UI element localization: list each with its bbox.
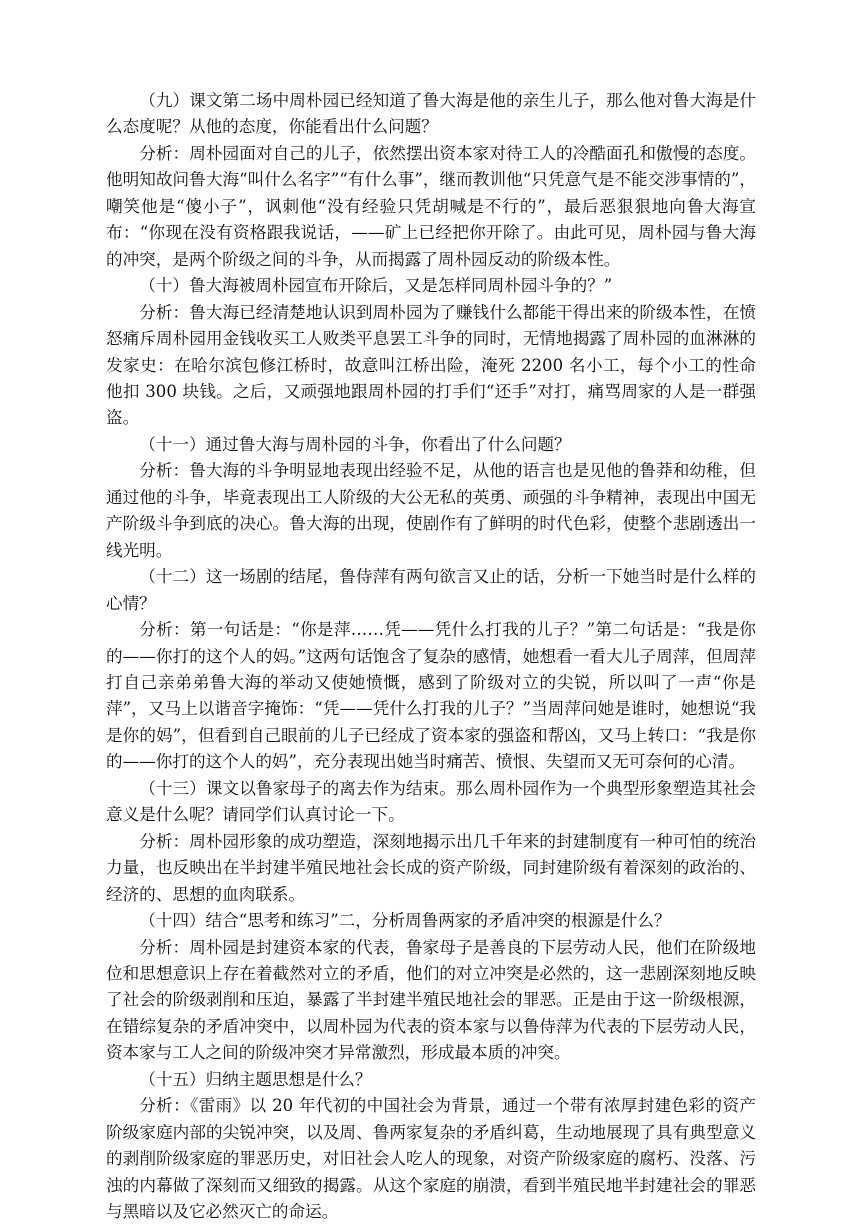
answer-12: 分析：第一句话是：“你是萍……凭——凭什么打我的儿子？”第二句话是：“我是你的——你打的这个人的妈。”这两句话饱含了复杂的感情，她想看一看大儿子周萍，但周萍打自己亲弟弟鲁大海的举动又使她愤慨，感到了阶级对立的尖锐，所以叫了一声“你是萍”，又马上以谐音字掩饰：“凭——凭什么打我的儿子？”当周萍问她是谁时，她想说“我是你的妈”，但看到自己眼前的儿子已经成了资本家的强盗和帮凶，又马上转口：“我是你的——你打的这个人的妈”，充分表现出她当时痛苦、愤恨、失望而又无可奈何的心清。 [106, 620, 756, 772]
answer-9: 分析：周朴园面对自己的儿子，依然摆出资本家对待工人的冷酷面孔和傲慢的态度。他明知故问鲁大海“叫什么名字”“有什么事”，继而教训他“只凭意气是不能交涉事情的”，嘲笑他是“傻小子”，讽刺他“没有经验只凭胡喊是不行的”，最后恶狠狠地向鲁大海宣布：“你现在没有资格跟我说话，——矿上已经把你开除了。由此可见，周朴园与鲁大海的冲突，是两个阶级之间的斗争，从而揭露了周朴园反动的阶级本性。 [106, 143, 756, 269]
document-body [106, 88, 756, 1225]
question-11: （十一）通过鲁大海与周朴园的斗争，你看出了什么问题？ [139, 434, 571, 454]
answer-11: 分析：鲁大海的斗争明显地表现出经验不足，从他的语言也是见他的鲁莽和幼稚，但通过他的斗争，毕竟表现出工人阶级的大公无私的英勇、顽强的斗争精神，表现出中国无产阶级斗争到底的决心。鲁大海的出现，使剧作有了鲜明的时代色彩，使整个悲剧透出一线光明。 [106, 461, 756, 560]
question-15: （十五）归纳主题思想是什么？ [139, 1069, 372, 1089]
answer-13: 分析：周朴园形象的成功塑造，深刻地揭示出几千年来的封建制度有一种可怕的统治力量，也反映出在半封建半殖民地社会长成的资产阶级，同封建阶级有着深刻的政治的、经济的、思想的血肉联系。 [106, 831, 756, 904]
question-10: （十）鲁大海被周朴园宣布开除后，又是怎样同周朴园斗争的？” [139, 276, 613, 296]
question-12: （十二）这一场剧的结尾，鲁侍萍有两句欲言又止的话，分析一下她当时是什么样的心情？ [106, 567, 756, 613]
answer-15: 分析：《雷雨》以 20 年代初的中国社会为背景，通过一个带有浓厚封建色彩的资产阶级家庭内部的尖锐冲突，以及周、鲁两家复杂的矛盾纠葛，生动地展现了具有典型意义的剥削阶级家庭的罪恶历史，对旧社会人吃人的现象，对资产阶级家庭的腐朽、没落、污浊的内幕做了深刻而又细致的揭露。从这个家庭的崩溃，看到半殖民地半封建社会的罪恶与黑暗以及它必然灭亡的命运。 [106, 1096, 756, 1222]
answer-10: 分析：鲁大海已经清楚地认识到周朴园为了赚钱什么都能干得出来的阶级本性，在愤怒痛斥周朴园用金钱收买工人败类平息罢工斗争的同时，无情地揭露了周朴园的血淋淋的发家史：在哈尔滨包修江桥时，故意叫江桥出险，淹死 2200 名小工，每个小工的性命他扣 300 块钱。之后，又顽强地跟周朴园的打手们“还手”对打，痛骂周家的人是一群强盗。 [106, 302, 756, 428]
answer-14: 分析：周朴园是封建资本家的代表，鲁家母子是善良的下层劳动人民，他们在阶级地位和思想意识上存在着截然对立的矛盾，他们的对立冲突是必然的，这一悲剧深刻地反映了社会的阶级剥削和压迫，暴露了半封建半殖民地社会的罪恶。正是由于这一阶级根源，在错综复杂的矛盾冲突中，以周朴园为代表的资本家与以鲁侍萍为代表的下层劳动人民，资本家与工人之间的阶级冲突才异常激烈，形成最本质的冲突。 [106, 937, 756, 1063]
question-9: （九）课文第二场中周朴园已经知道了鲁大海是他的亲生儿子，那么他对鲁大海是什么态度呢？从他的态度，你能看出什么问题？ [106, 91, 756, 137]
question-13: （十三）课文以鲁家母子的离去作为结束。那么周朴园作为一个典型形象塑造其社会意义是什么呢？请同学们认真讨论一下。 [106, 778, 756, 825]
question-14: （十四）结合“思考和练习”二，分析周鲁两家的矛盾冲突的根源是什么？ [139, 911, 671, 931]
